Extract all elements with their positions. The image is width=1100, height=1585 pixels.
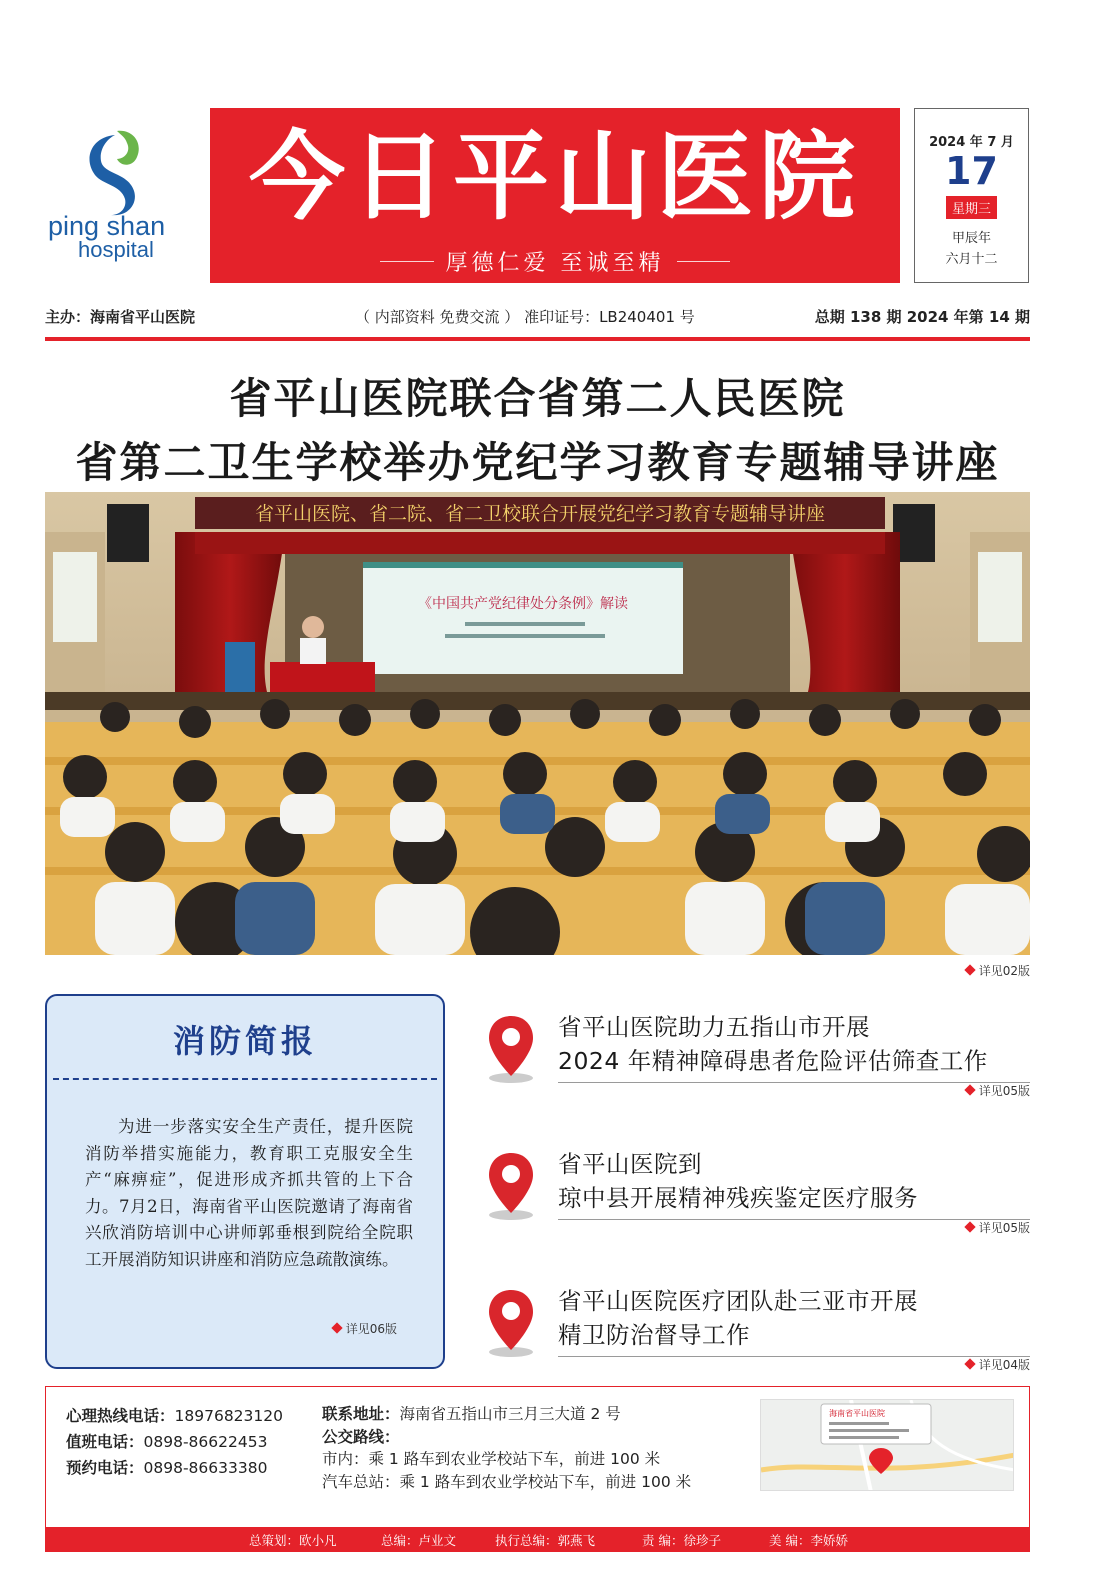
publication-info-bar — [45, 306, 1030, 330]
motto-row — [380, 246, 730, 277]
lunar-date: 六月十二 — [945, 252, 998, 267]
audience-seating — [45, 699, 1030, 955]
see-page-label: 详见05版 — [978, 1084, 1030, 1098]
news-divider — [558, 1219, 1030, 1220]
hotline-number: 18976823120 — [174, 1407, 283, 1425]
news-headline-line-2: 2024 年精神障碍患者危险评估筛查工作 — [558, 1047, 988, 1075]
diamond-bullet-icon — [964, 1084, 975, 1095]
issue-date-box — [914, 108, 1029, 283]
see-page-06-label: 详见06版 — [345, 1322, 397, 1336]
see-page-06-link[interactable] — [333, 1320, 397, 1337]
date-day: 17 — [945, 149, 998, 193]
hotline-row — [66, 1403, 283, 1429]
brief-title: 消防简报 — [172, 1022, 317, 1060]
news-headline — [558, 1147, 918, 1215]
address-value: 海南省五指山市三月三大道 2 号 — [399, 1405, 621, 1423]
motto-divider-left — [380, 261, 434, 262]
credit-chief-editor: 总编：卢业文 — [381, 1533, 457, 1548]
print-permit: （ 内部资料 免费交流 ） 准印证号：LB240401 号 — [355, 308, 695, 326]
issue-number: 总期 138 期 2024 年第 14 期 — [814, 308, 1030, 326]
see-page-05-link[interactable] — [966, 1082, 1030, 1099]
see-page-02-label: 详见02版 — [978, 964, 1030, 978]
hotline-label: 心理热线电话： — [66, 1407, 175, 1425]
lecture-photo — [45, 492, 1030, 955]
diamond-bullet-icon — [964, 964, 975, 975]
editorial-credits — [45, 1528, 1030, 1552]
bus-label — [322, 1426, 691, 1449]
screen-slide-title: 《中国共产党纪律处分条例》解读 — [418, 596, 628, 612]
news-item[interactable] — [478, 1010, 1030, 1100]
news-item[interactable] — [478, 1147, 1030, 1237]
lunar-year: 甲辰年 — [951, 231, 991, 246]
news-headline-line-2: 精卫防治督导工作 — [558, 1321, 750, 1349]
map-illustration — [761, 1400, 1014, 1491]
publisher: 主办：海南省平山医院 — [45, 308, 196, 326]
see-page-02-link[interactable] — [966, 962, 1030, 979]
news-headline-line-1: 省平山医院医疗团队赴三亚市开展 — [558, 1287, 918, 1315]
headline-line-2: 省第二卫生学校举办党纪学习教育专题辅导讲座 — [75, 438, 1000, 487]
logo-text-hospital: hospital — [78, 237, 154, 262]
see-page-label: 详见05版 — [978, 1221, 1030, 1235]
see-page-04-link[interactable] — [966, 1356, 1030, 1373]
duty-label: 值班电话： — [66, 1433, 144, 1451]
see-page-label: 详见04版 — [978, 1358, 1030, 1372]
logo-text-pingshan: ping shan — [48, 211, 166, 241]
date-year-month: 2024 年 7 月 — [929, 135, 1014, 150]
headline-line-1: 省平山医院联合省第二人民医院 — [229, 374, 846, 423]
credit-executive-editor: 执行总编：郭燕飞 — [495, 1533, 596, 1548]
duty-row — [66, 1429, 283, 1455]
location-pin-icon — [486, 1288, 536, 1358]
contact-footer — [45, 1386, 1030, 1528]
lecture-hall-illustration — [45, 492, 1030, 955]
news-divider — [558, 1082, 1030, 1083]
brief-divider — [53, 1078, 437, 1080]
hospital-logo — [48, 125, 198, 265]
location-map[interactable] — [760, 1399, 1014, 1491]
news-headline — [558, 1284, 918, 1352]
motto-divider-right — [677, 261, 731, 262]
map-popup-title: 海南省平山医院 — [829, 1409, 885, 1418]
duty-number: 0898-86622453 — [143, 1433, 268, 1451]
news-headline — [558, 1010, 988, 1078]
bus-label-text: 公交路线： — [322, 1427, 400, 1446]
hospital-logo-icon — [81, 129, 145, 217]
date-weekday: 星期三 — [946, 196, 997, 219]
address-label: 联系地址： — [322, 1405, 400, 1423]
diamond-bullet-icon — [964, 1221, 975, 1232]
hospital-motto: 厚德仁爱 至诚至精 — [445, 251, 665, 276]
address-row — [322, 1403, 691, 1426]
news-headline-line-1: 省平山医院到 — [558, 1150, 702, 1178]
phone-list — [66, 1403, 283, 1481]
booking-label: 预约电话： — [66, 1459, 144, 1477]
newspaper-title: 今日平山医院 — [249, 121, 861, 233]
news-item[interactable] — [478, 1284, 1030, 1374]
header-divider — [45, 337, 1030, 341]
brief-body: 为进一步落实安全生产责任，提升医院消防举措实施能力，教育职工克服安全生产“麻痹症”，促进形成齐抓共管的上下合力。7月2日，海南省平山医院邀请了海南省兴欣消防培训中心讲师郭垂根到院给全院职工开展消防知识讲座和消防应急疏散演练。 — [85, 1117, 413, 1269]
booking-row — [66, 1455, 283, 1481]
diamond-bullet-icon — [964, 1358, 975, 1369]
news-headline-line-2: 琼中县开展精神残疾鉴定医疗服务 — [558, 1184, 918, 1212]
location-pin-icon — [486, 1151, 536, 1221]
bus-station-route: 汽车总站：乘 1 路车到农业学校站下车，前进 100 米 — [322, 1472, 692, 1491]
news-headline-line-1: 省平山医院助力五指山市开展 — [558, 1013, 870, 1041]
masthead-banner — [210, 108, 900, 283]
bus-city-route: 市内：乘 1 路车到农业学校站下车，前进 100 米 — [322, 1450, 661, 1468]
location-pin-icon — [486, 1014, 536, 1084]
booking-number: 0898-86633380 — [143, 1459, 268, 1477]
credit-designer: 美 编：李娇娇 — [769, 1533, 848, 1548]
event-banner-text: 省平山医院、省二院、省二卫校联合开展党纪学习教育专题辅导讲座 — [254, 503, 826, 525]
see-page-05-link[interactable] — [966, 1219, 1030, 1236]
credit-planner: 总策划：欧小凡 — [249, 1533, 337, 1548]
fire-safety-brief — [45, 994, 445, 1369]
news-divider — [558, 1356, 1030, 1357]
address-and-bus — [322, 1403, 691, 1493]
diamond-bullet-icon — [331, 1322, 342, 1333]
credit-editor: 责 编：徐珍子 — [642, 1533, 721, 1548]
